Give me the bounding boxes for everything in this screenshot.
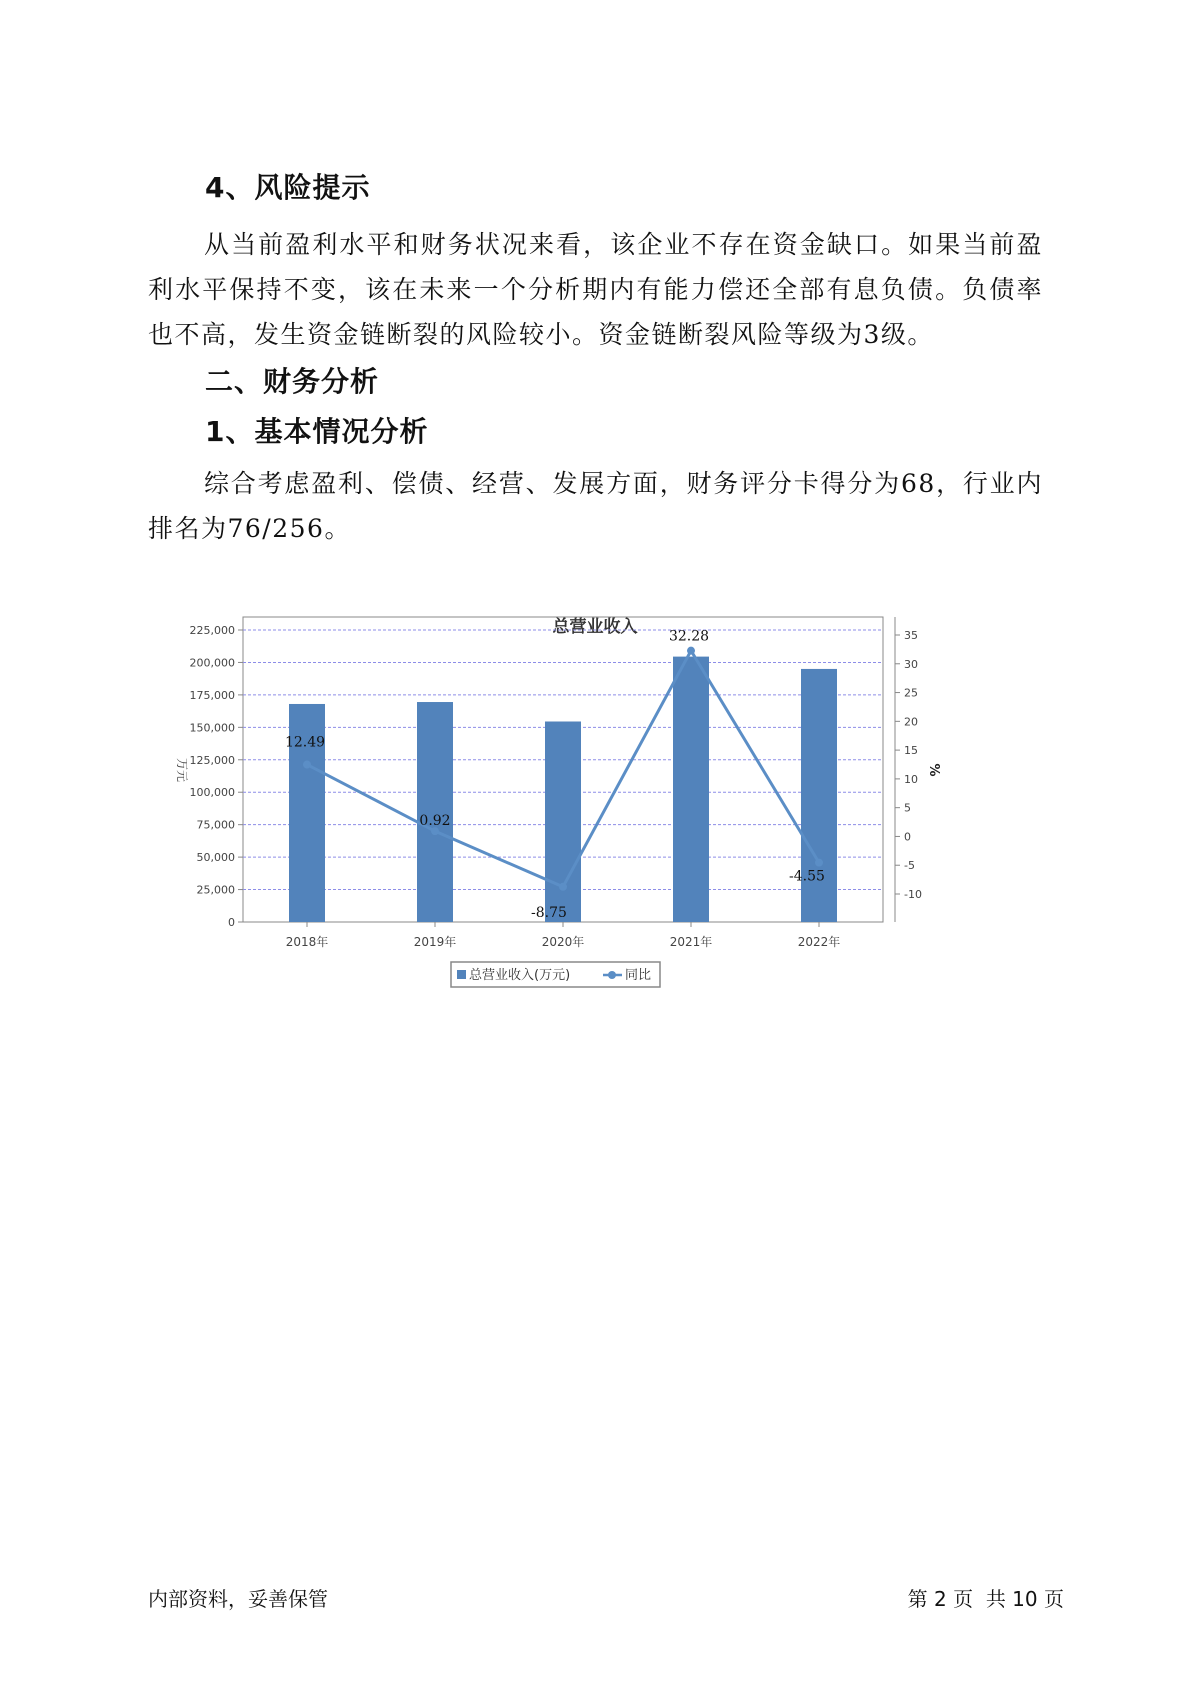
x-tick-label: 2022年 [797, 935, 841, 949]
left-tick-label: 125,000 [189, 753, 235, 767]
basic-heading: 1、基本情况分析 [205, 415, 429, 448]
x-tick-label: 2020年 [541, 935, 585, 949]
data-label-yoy: 0.92 [419, 813, 451, 830]
x-tick-label: 2021年 [669, 935, 713, 949]
left-tick-label: 225,000 [189, 624, 235, 637]
legend-bar-label: 总营业收入(万元) [469, 968, 571, 983]
left-axis-title: 万元 [175, 757, 189, 783]
x-tick-label: 2019年 [413, 935, 457, 949]
right-tick-label: 25 [904, 686, 918, 700]
data-label-yoy: -8.75 [531, 904, 567, 921]
point-yoy [559, 883, 567, 891]
left-tick-label: 75,000 [196, 818, 235, 832]
point-yoy [303, 761, 311, 769]
legend-line-marker [608, 971, 616, 979]
right-tick-label: -5 [904, 859, 915, 873]
chart-title: 总营业收入 [552, 617, 638, 637]
finance-heading: 二、财务分析 [205, 365, 380, 398]
data-label-yoy: 32.28 [668, 628, 710, 645]
legend-bar-swatch [457, 970, 466, 979]
data-label-yoy: -4.55 [789, 868, 825, 885]
left-tick-label: 50,000 [196, 851, 235, 865]
left-tick-label: 0 [228, 916, 235, 929]
left-tick-label: 150,000 [189, 721, 235, 735]
left-tick-label: 200,000 [189, 656, 235, 670]
data-label-yoy: 12.49 [284, 734, 326, 751]
right-tick-label: 10 [904, 772, 918, 786]
left-tick-label: 175,000 [189, 688, 235, 702]
left-tick-label: 25,000 [196, 883, 235, 897]
bar-revenue [673, 657, 709, 922]
right-tick-label: 15 [904, 744, 918, 758]
right-tick-label: 35 [904, 629, 918, 642]
legend-line-label: 同比 [625, 968, 652, 983]
right-axis-title: % [926, 763, 941, 777]
left-tick-label: 100,000 [189, 786, 235, 800]
right-tick-label: 5 [904, 801, 911, 815]
right-tick-label: 20 [904, 715, 918, 729]
bar-revenue [545, 721, 581, 922]
right-tick-label: 30 [904, 657, 918, 671]
point-yoy [815, 859, 823, 867]
risk-heading: 4、风险提示 [205, 171, 371, 204]
x-tick-label: 2018年 [285, 935, 329, 949]
right-tick-label: -10 [904, 888, 922, 901]
bar-revenue [417, 702, 453, 922]
basic-paragraph: 综合考虑盈利、偿债、经营、发展方面，财务评分卡得分为68，行业内排名为76/256。 [148, 469, 1043, 543]
revenue-chart [170, 610, 1020, 1070]
point-yoy [687, 647, 695, 655]
footer-page-number: 第 2 页 共 10 页 [907, 1587, 1064, 1611]
risk-paragraph: 从当前盈利水平和财务状况来看，该企业不存在资金缺口。如果当前盈利水平保持不变，该在未来一个分析期内有能力偿还全部有息负债。负债率也不高，发生资金链断裂的风险较小。资金链断裂风险等级为3级。 [148, 230, 1043, 349]
footer-confidential: 内部资料，妥善保管 [148, 1587, 328, 1611]
right-tick-label: 0 [904, 830, 911, 844]
